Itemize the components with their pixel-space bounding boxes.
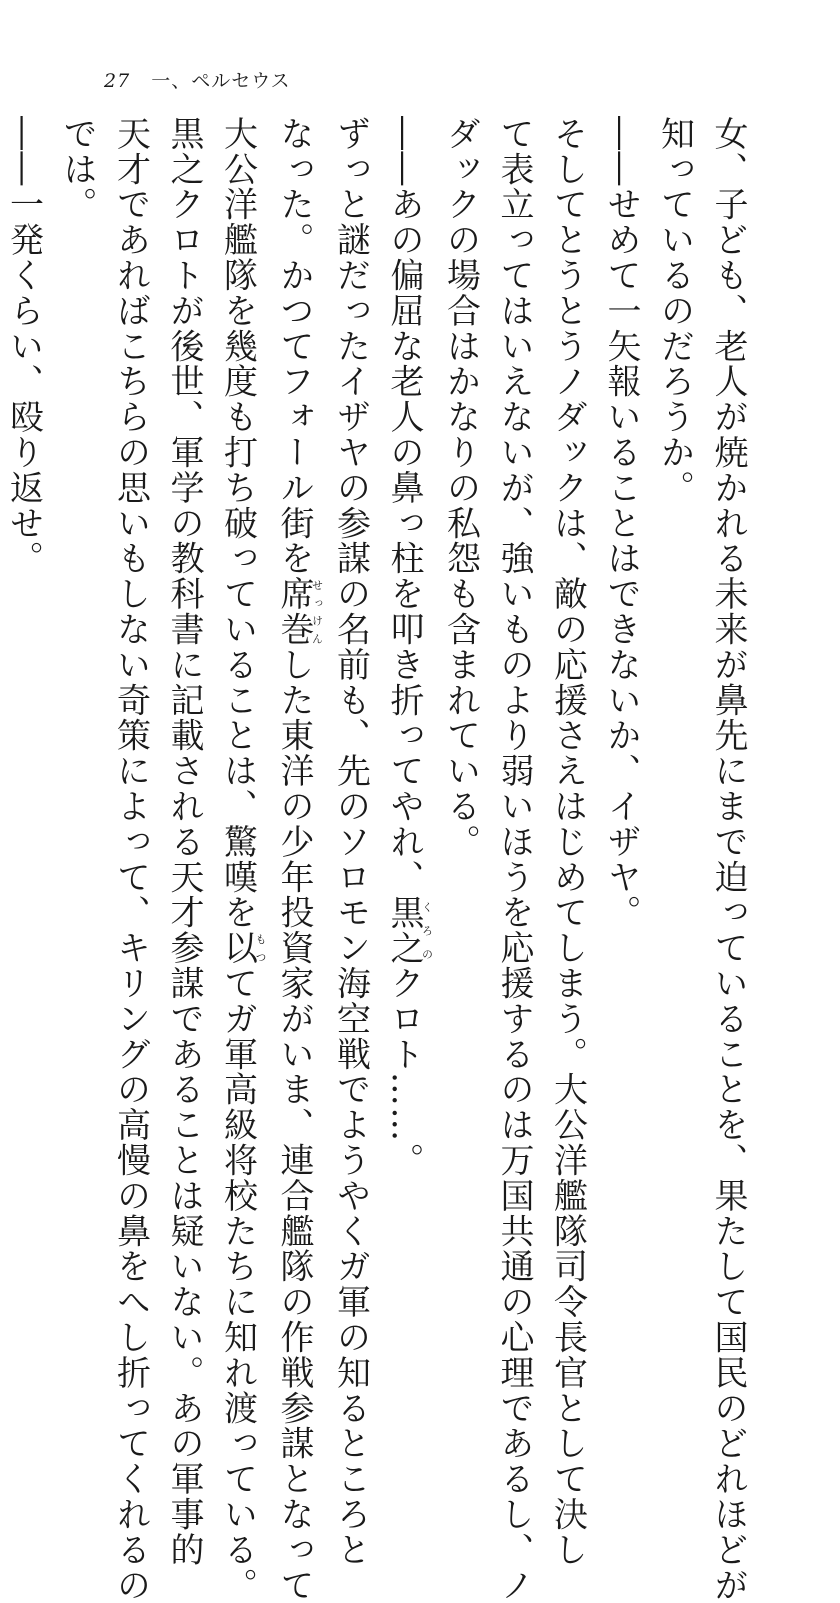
text-line: て表立ってはいえないが、強いものより弱いほうを応援するのは万国共通の心理であるし、ノ [494,116,534,1603]
text-line: 天才であればこちらの思いもしない奇策によって、キリングの高慢の鼻をへし折ってくれるの [110,116,151,1603]
text-line [210,116,267,1603]
text-span: てガ軍高級将校たちに知れ渡っている。 [217,965,258,1603]
text-line: ――せめて一矢報いることはできないか、イザヤ。 [601,116,641,931]
text-span: した東洋の少年投資家がいま、連合艦隊の作戦参謀となって [274,647,314,1603]
text-span: 大公洋艦隊を幾度も打ち破っていることは、驚嘆を [217,116,258,931]
text-line: 女、子ども、老人が焼かれる未来が鼻先にまで迫っていることを、果たして国民のどれほどが [708,116,748,1603]
text-span: クロト……。 [384,965,424,1179]
text-line: 知っているのだろうか。 [654,116,695,506]
ruby-base: 以 [217,930,258,966]
ruby-base: 席巻 [274,576,314,648]
ruby-base: 黒之 [384,894,424,966]
novel-body-text [0,116,754,1603]
text-line: ずっと謎だったイザヤの参謀の名前も、先のソロモン海空戦でようやくガ軍の知るところと [330,116,371,1568]
text-line [267,116,324,1603]
text-span: なった。かつてフォール街を [274,116,314,577]
ruby-motsu [217,930,267,966]
text-line: ――一発くらい、殴り返せ。 [3,116,44,577]
text-line: 黒之クロトが後世、軍学の教科書に記載される天才参謀であることは疑いない。あの軍事的 [164,116,204,1568]
ruby-reading: もつ [254,930,267,966]
text-line: ダックの場合はかなりの私怨も含まれている。 [440,116,481,860]
text-span: ――あの偏屈な老人の鼻っ柱を叩き折ってやれ、 [384,116,424,895]
ruby-kurono [384,894,434,966]
page-number: 27 [104,70,131,92]
text-line: では。 [57,116,97,223]
ruby-reading: くろの [420,894,434,966]
text-line [377,116,434,1179]
ruby-sekken [274,576,324,648]
ruby-reading: せっけん [310,576,324,647]
running-header [104,66,291,93]
chapter-title: 一、ペルセウス [151,70,291,92]
text-line: そしてとうとうノダックは、敵の応援さえはじめてしまう。大公洋艦隊司令長官として決し [547,116,588,1568]
